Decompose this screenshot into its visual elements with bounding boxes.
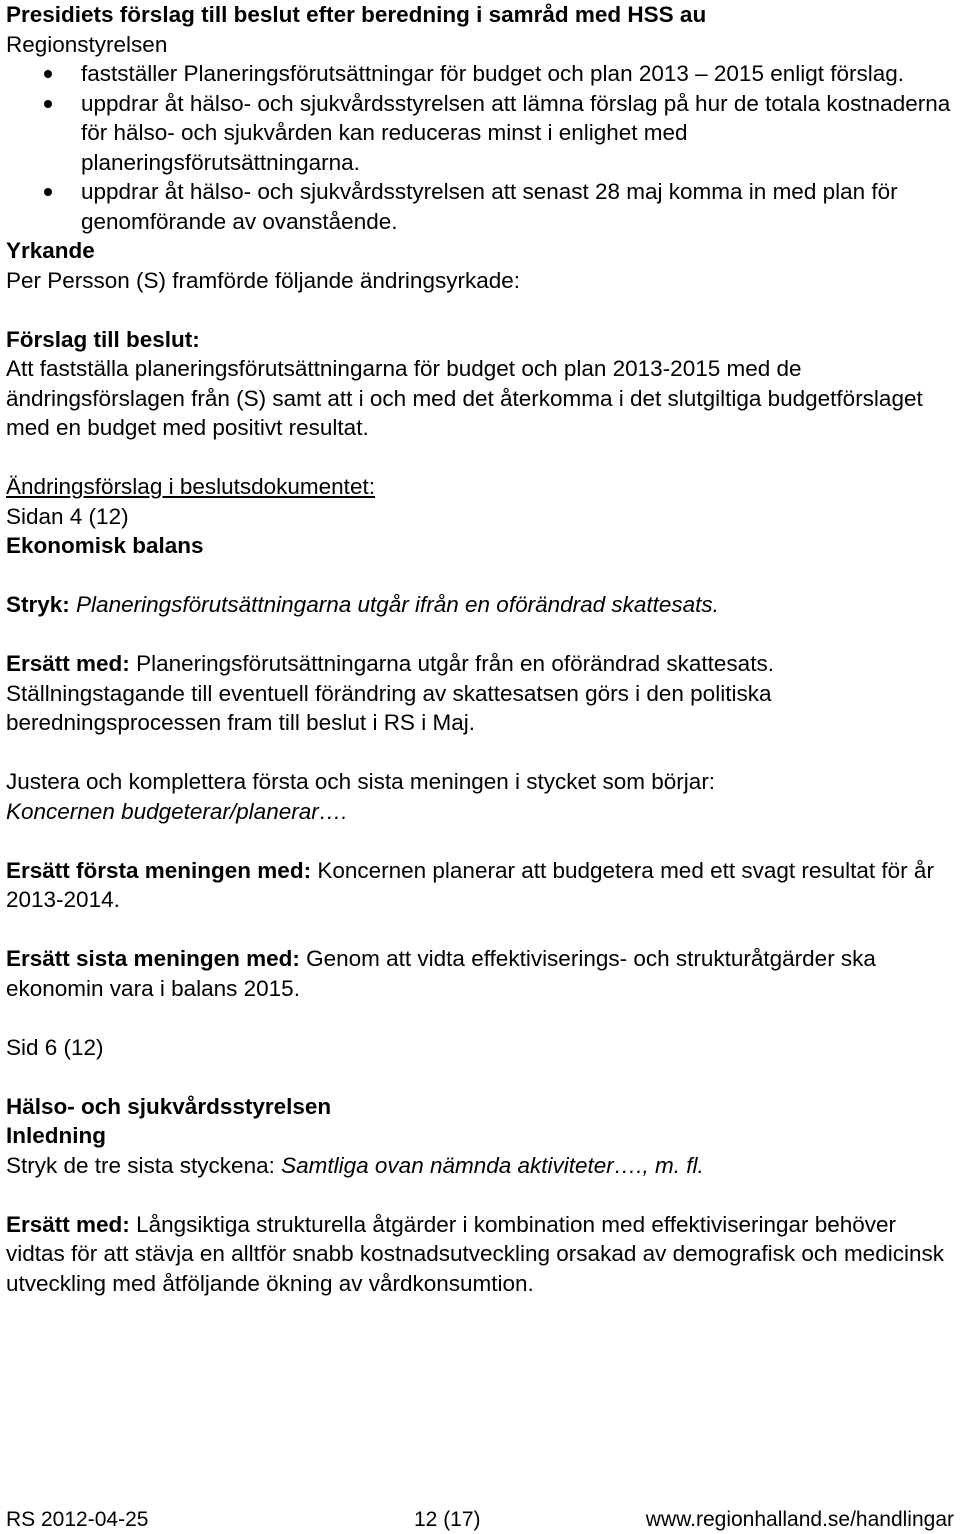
andring-section: Ekonomisk balans — [6, 533, 204, 558]
ersatt-sista-label: Ersätt sista meningen med: — [6, 946, 300, 971]
andring-page-ref: Sidan 4 (12) — [6, 503, 129, 529]
sid6-page-ref: Sid 6 (12) — [6, 1034, 104, 1060]
footer-url: www.regionhalland.se/handlingar — [645, 1508, 954, 1531]
forslag-heading: Förslag till beslut: — [6, 326, 200, 352]
bullet-item — [6, 177, 954, 236]
footer-page-number: 12 (17) — [414, 1508, 481, 1531]
decision-heading: Presidiets förslag till beslut efter beredning i samråd med HSS au — [6, 2, 707, 27]
bullet-text: uppdrar åt hälso- och sjukvårdsstyrelsen att senast 28 maj komma in med plan för genomförande av ovanstående. — [81, 179, 898, 234]
stryk-tre-label: Stryk de tre sista styckena: — [6, 1152, 275, 1178]
forslag-text: Att fastställa planeringsförutsättningarna för budget och plan 2013-2015 med de ändringsförslagen från (S) samt att i och med det återkomma i det slutgiltiga budgetförslaget med en budget med positivt resultat. — [6, 356, 923, 440]
hss-heading: Hälso- och sjukvårdsstyrelsen — [6, 1093, 332, 1119]
bullet-text: fastställer Planeringsförutsättningar för budget och plan 2013 – 2015 enligt förslag. — [81, 61, 905, 86]
bullet-icon — [44, 188, 52, 196]
ersatt-final-label: Ersätt med: — [6, 1211, 130, 1237]
ersatt-forsta-paragraph — [6, 856, 954, 915]
justera-text: Justera och komplettera första och sista meningen i stycket som börjar: — [6, 769, 716, 794]
ersatt-forsta-text: Koncernen planerar att budgetera med ett svagt resultat för år 2013-2014. — [6, 857, 934, 912]
bullet-item — [6, 89, 954, 178]
stryk-tre-quote: Samtliga ovan nämnda aktiviteter…., m. fl. — [281, 1152, 704, 1178]
page-footer — [6, 1506, 954, 1534]
ersatt-final-text: Långsiktiga strukturella åtgärder i kombination med effektiviseringar behöver vidtas för att stävja en alltför snabb kostnadsutveckling orsakad av demografisk och medicinsk utveckling med åtföljande ökning av vårdkonsumtion. — [6, 1211, 944, 1296]
ersatt-sista-text: Genom att vidta effektiviserings- och strukturåtgärder ska ekonomin vara i balans 2015. — [6, 946, 876, 1001]
bullet-text: uppdrar åt hälso- och sjukvårdsstyrelsen att lämna förslag på hur de totala kostnaderna för hälso- och sjukvården kan reduceras minst i enlighet med planeringsförutsättningarna. — [81, 90, 951, 175]
stryk-paragraph — [6, 590, 954, 620]
stryk-label: Stryk: — [6, 592, 70, 617]
yrkande-text: Per Persson (S) framförde följande ändringsyrkade: — [6, 267, 520, 293]
document-body — [6, 0, 954, 1298]
stryk-tre-paragraph — [6, 1151, 954, 1181]
ersatt-forsta-label: Ersätt första meningen med: — [6, 857, 312, 883]
hss-subheading: Inledning — [6, 1123, 106, 1148]
decision-subheading: Regionstyrelsen — [6, 31, 168, 57]
stryk-text: Planeringsförutsättningarna utgår ifrån en oförändrad skattesats. — [76, 592, 719, 617]
bullet-item — [6, 59, 954, 89]
bullet-icon — [44, 70, 52, 78]
justera-quote: Koncernen budgeterar/planerar…. — [6, 798, 348, 824]
decision-bullet-list — [6, 59, 954, 236]
ersatt-sista-paragraph — [6, 944, 954, 1003]
ersatt-text: Planeringsförutsättningarna utgår från en oförändrad skattesats. Ställningstagande till eventuell förändring av skattesatsen görs i den politiska beredningsprocessen fram till beslut i RS i Maj. — [6, 651, 774, 735]
ersatt-paragraph — [6, 649, 954, 738]
bullet-icon — [44, 100, 52, 108]
andring-heading: Ändringsförslag i beslutsdokumentet: — [6, 474, 375, 499]
yrkande-heading: Yrkande — [6, 238, 95, 263]
ersatt-label: Ersätt med: — [6, 651, 130, 676]
ersatt-final-paragraph — [6, 1210, 954, 1299]
footer-date: RS 2012-04-25 — [6, 1508, 149, 1531]
